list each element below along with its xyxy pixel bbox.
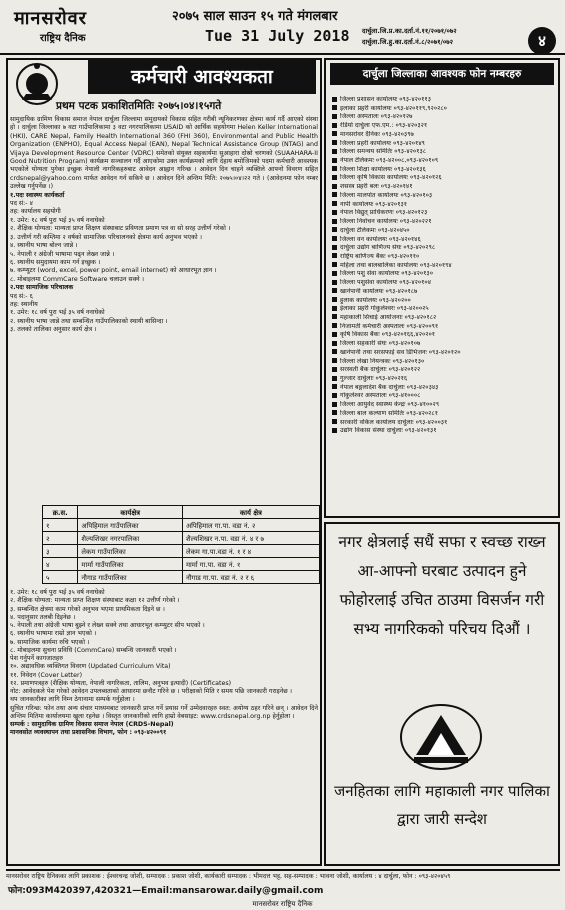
phone-list-item [332,218,556,227]
table-cell: अपिहिमाल गा.पा. वडा नं. २ [182,519,319,532]
masthead-subtitle: राष्ट्रिय दैनिक [40,33,86,44]
bullet-icon [332,158,337,163]
phone-list-title: दार्चुला जिल्लाका आवश्यक फोन नम्बरहरु [330,63,554,85]
phone-entry-text: नापी कार्यालयः ०९३-४२०१३१ [340,200,408,208]
phone-list-item [332,401,556,410]
bullet-icon [332,97,337,102]
phone-list-item [332,340,556,349]
table-row [43,519,320,532]
bullet-icon [332,410,337,415]
registration-info [362,26,457,48]
phone-entry-text: गुल्जार दार्चुलाः ०९३-४२०२१६ [340,375,408,382]
phone-entry-text: खानेपानी कार्यालयः ०९३-४२०१८७ [340,287,418,295]
bullet-icon [332,192,337,197]
phone-list-item [332,227,556,236]
table-cell: मार्मा गा.पा. वडा नं. १ [182,558,319,571]
bullet-icon [332,184,337,189]
table-row [43,532,320,545]
header-rule [0,53,565,55]
bullet-icon [332,166,337,171]
phone-entry-text: शसस्त्र प्रहरी बलः ०९३-४२०१४१ [340,183,413,191]
bullet-icon [332,262,337,267]
table-cell: ५ [43,571,78,584]
phone-entry-text: जिल्ला लेखा नियन्त्रकः ०९३-४२०१३० [340,357,425,365]
phone-list-item [332,201,556,210]
bullet-icon [332,314,337,319]
phone-entry-text: नेपाल बङ्गलादेश बैंक दार्चुलाः ०९३-४२०३४३ [340,383,439,391]
notice-intro: सामुदायिक ग्रामिण विकास समाज नेपाल दार्चुला जिल्लामा समुदायको विकास सहित गरीबी न्यूनिकरणका क्षेत्रमा कार्य गर्दै आएको संस्था हो । दार्चुला जिल्लाका ७ वटा गाउँपालिकामा ३ वटा नगरपालिकामा USAID को आर्थिक सहयोगमा Helen Keller International (HKI), CARE Nepal, Family Health International 360 (FHI 360), Environmental and Public Health Organization (ENPHO), Equal Access Nepal (EAN), Nepal Technical Assistance Group (NTAG) and Vijaya Development Resource Center (VDRC) समेतको संयुक्त सहकार्यमा सुआहारा दोस्रो चरणको (SUAAHARA-II Good Nutrition Program) कार्यक्रम सञ्चालन गर्दै आएकोमा उक्त कार्यक्रमको लागि देहाय बमोजिमको पदमा कर्मचारी आवश्यक भएकोले योग्यता पुगेका इच्छुक नेपाली नागरिकहरुबाट आवेदन आह्वान गरिन्छ । आवेदन दिन चाहने व्यक्तिले आफ्नो विवरण सहित crdsnepal@yahoo.com मार्फत आवेदन गर्न सकिने छ । आवेदन दिने अन्तिम मिति: २०७५।०४।२२ गते । (आवेदनमा फोन नम्बर उल्लेख गर्नुपर्नेछ ।) [10,116,318,191]
table-cell: २ [43,532,78,545]
phone-list-item [332,122,556,131]
table-cell: अपिहिमाल गाउँपालिका [78,519,183,532]
post2-title: २.पदः सामाजिक परिचालक [10,284,74,292]
phone-entry-text: हुलाक कार्यालयः ०९३-४२०२०० [340,296,411,304]
post1-level: तह: कार्यालय सहयोगी [10,208,61,216]
contact-text: सम्पर्क : सामुदायिक ग्रामिण विकास समाज नेपाल (CRDS-Nepal) मानवसोत व्यवस्थापन तथा प्रशासनिक विभाग, फोन : ०९३-४२००९१ [10,721,174,737]
phone-list [332,96,556,436]
post1-requirements: १. उमेर: १८ वर्ष पुरा भई ३५ वर्ष ननाघेको २. शैक्षिक योग्यता: मान्यता प्राप्त शिक्षण संस्थाबाट प्रविणता प्रमाण पत्र वा सो सरह उत्तीर्ण गरेको । ३. उत्तीर्ण गरी कम्तिमा २ वर्षको सामाजिक परिचालनको क्षेत्रमा कार्य अनुभव भएको । ४. स्थानीय भाषा बोल्न जान्ने । ५. नेपाली र अंग्रेजी भाषामा पढ्न लेख्न जान्ने । ६. स्थानीय समुदायमा काम गर्न इच्छुक । ७. कम्प्युटर (word, excel, power point, email internet) को आधारभूत ज्ञान । ८. मोबाइलमा CommCare Software चलाउन सक्ने । [10,216,231,283]
phone-list-item [332,270,556,279]
phone-entry-text: गोकुलेश्वर अस्पतालः ०९३-४१०००८ [340,392,421,400]
bullet-icon [332,297,337,302]
bullet-icon [332,253,337,258]
bullet-icon [332,175,337,180]
phone-list-item [332,253,556,262]
bullet-icon [332,323,337,328]
bullet-icon [332,367,337,372]
phone-list-item [332,166,556,175]
bullet-icon [332,384,337,389]
phone-entry-text: जिल्ला कृषि विकास कार्यालयः ०९३-४२०१२६ [340,174,442,182]
phone-list-item [332,419,556,428]
bullet-icon [332,280,337,285]
post2-count: पद सं:- ६ [10,292,33,300]
phone-list-item [332,366,556,375]
phone-list-item [332,157,556,166]
phone-list-item [332,392,556,401]
phone-list-item [332,384,556,393]
phone-entry-text: दार्चुला टेलिकमः ०९३-४२०४५० [340,226,410,234]
table-cell: लेकम गा.पा.वडा नं. १ र ४ [182,545,319,558]
footer-paper-name: मानसरोवर राष्ट्रिय दैनिक [252,900,313,908]
phone-list-item [332,140,556,149]
registration-line-2: दार्चुला.जि.हु.का.दर्ता.नं.८/२०७१/०७२ [362,38,454,46]
phone-list-item [332,131,556,140]
work-area-table [42,505,320,584]
phone-entry-text: जिल्ला सहकारी संघः ०९३-४२०१०७ [340,340,421,348]
notice-body [10,116,318,335]
table-cell: ४ [43,558,78,571]
table-cell: मार्मा गाउँपालिका [78,558,183,571]
bullet-icon [332,227,337,232]
phone-entry-text: जिल्ला पशु सेवा कार्यालयः ०९३-४२०१३० [340,270,433,278]
post2-level: तह: स्थानीय [10,300,38,308]
phone-list-item [332,113,556,122]
bullet-icon [332,105,337,110]
bullet-icon [332,393,337,398]
bullet-icon [332,358,337,363]
phone-list-item [332,288,556,297]
phone-entry-text: रेडियो दार्चुला एफ.एम.: ०९३-४२०३२१ [340,122,428,130]
municipality-emblem-icon [396,701,486,773]
phone-entry-text: जिल्ला निर्वाचन कार्यालयः ०९३-४२०२२१ [340,218,432,226]
phone-list-item [332,244,556,253]
date-nepali: २०७५ साल साउन १५ गते मंगलबार [172,9,338,24]
bullet-icon [332,288,337,293]
phone-entry-text: जिल्ला अस्पतालः ०९३-४२०१२७ [340,113,413,121]
phone-list-item [332,236,556,245]
phone-list-item [332,323,556,332]
bullet-icon [332,419,337,424]
phone-entry-text: जिल्ला बाल कल्याण समितिः ०९३-४२०२८१ [340,409,438,417]
phone-list-item [332,349,556,358]
table-cell: शैल्यशिखर नगरपालिका [78,532,183,545]
bullet-icon [332,245,337,250]
phone-entry-text: जिल्ला आयुर्वेद स्वास्थ्य केन्द्रः ०९३-४१००२९ [340,401,440,409]
page-number: ४ [528,27,556,55]
bullet-icon [332,149,337,154]
conditions-text: १. उमेर: १८ वर्ष पुरा भई ३५ वर्ष ननाघेको २. शैक्षिक योग्यता: मान्यता प्राप्त शिक्षण संस्थाबाट कक्षा १२ उत्तीर्ण गरेको । ३. सम्बन्धित क्षेत्रमा काम गरेको अनुभव भएमा प्राथमिकता दिइने छ । ४. पदानुसार तलबी दिइनेछ । ५. नेपाली तथा अंग्रेजी भाषा बुझ्ने र लेख्न सक्ने तथा आधारभूत कम्प्युटर सीप भएको । ६. स्थानीय भाषामा राम्रो ज्ञान भएको । ७. सामाजिक कार्यमा रुचि भएको । ८. मोबाइलमा सुचना प्रविधि (CommCare) सम्बन्धि जानकारी भएको । पेश गर्नुपर्ने कागजातहरु १०. अद्यावधिक व्यक्तिगत विवरण (Updated Curriculum Vita) ११. निवेदन (Cover Letter) १२. प्रमाणपत्रहरु (शैक्षिक योग्यता, नेपाली नागरिकता, तालिम, अनुभव इत्यादी) (Certificates) नोट: आवेदकले पेश गरेको आवेदन उपलब्धताको आधारमा छनौट गरिने छ । परीक्षाको मिति र समय पछि जानकारी गराइनेछ । थप जानकारीका लागि निम्न ठेगानामा सम्पर्क गर्नुहोला । सुचित गरिन्छ: फोन तथा अन्य संचार माध्यमबाट जानकारी प्राप्त गर्ने प्रयास गर्ने उम्मेदवारहरु स्वत: अयोग्य ठहर गरिने छन् । आवेदन दिने अन्तिम मितिमा कार्यालयमा खुला रहनेछ । विस्तृत जानकारीको लागि हाम्रो वेबसाइट: www.crdsnepal.org.np हेर्नुहोला । [10,589,318,720]
table-cell: नौगाड गा.पा. वडा नं. २ र ६ [182,571,319,584]
phone-list-item [332,209,556,218]
table-cell: १ [43,519,78,532]
phone-list-item [332,305,556,314]
table-header: कार्यक्षेत्र [78,506,183,519]
bullet-icon [332,123,337,128]
phone-list-item [332,427,556,436]
table-cell: शैल्यशिखर न.पा. वडा नं. ४ र ७ [182,532,319,545]
table-header-row [43,506,320,519]
phone-entry-text: जिल्ला शिक्षा कार्यालयः ०९३-४२०१३६ [340,165,426,173]
psa-message: नगर क्षेत्रलाई सधैं सफा र स्वच्छ राख्न आ-आफ्नो घरबाट उत्पादन हुने फोहोरलाई उचित ठाउमा विसर्जन गरी सभ्य नागरिकको परिचय दिऔं । [338,533,546,638]
phone-entry-text: जिल्ला वन कार्यालयः ०९३-४२०१४६ [340,235,421,243]
phone-entry-text: जिल्ला पशुसेवा कार्यालयः ०९३-४२०१०४ [340,279,431,287]
registration-line-1: दार्चुला.जि.प्र.का.दर्ता.नं.११/२०७१/०७२ [362,27,457,35]
table-row [43,545,320,558]
post1-count: पद सं:- ४ [10,200,33,208]
table-header: कार्य क्षेत्र [182,506,319,519]
table-cell: ३ [43,545,78,558]
phone-list-item [332,358,556,367]
phone-entry-text: कृषि विकास बैंकः ०९३-४२०१६६,४२०२०१ [340,331,436,339]
footer-contact: फोन:093M420397,420321—Email:mansarowar.daily@gmail.com [8,886,324,896]
phone-list-item [332,279,556,288]
phone-entry-text: नेपाल विद्युत् प्राधिकरणः ०९३-४२०१२३ [340,209,428,217]
phone-entry-text: महिला तथा बालबालिका कार्यालयः ०९३-४२०१९४ [340,261,452,269]
phone-entry-text: निजामती कर्मचारी अस्पतालः ०९३-४२००९१ [340,322,439,330]
bullet-icon [332,341,337,346]
post2-requirements: १. उमेर: १८ वर्ष पुरा भई ३५ वर्ष ननाघेको २. स्थानीय भाषा जान्ने तथा सम्बन्धित गाउँपालिकाको स्थायी बासिन्दा । ३. तलको तालिका अनुसार कार्य क्षेत्र । [10,309,168,334]
bullet-icon [332,210,337,215]
publisher-info: मानसरोवर राष्ट्रिय दैनिकका लागि प्रकाशक : ईश्वरचन्द्र जोशी, सम्पादक : प्रकाश जोशी, कार्यकारी सम्पादक : भीमदत्त भट्ट, सह-सम्पादक : भावना जोशी, कार्यालय : ४ दार्चुला, फोन : ०९३-४२०४५९ [6,869,560,881]
table-cell: नौगाड गाउँपालिका [78,571,183,584]
vacancy-banner: कर्मचारी आवश्यकता [88,60,316,94]
phone-list-item [332,174,556,183]
bullet-icon [332,332,337,337]
phone-entry-text: नेपाल टेलिकमः ०९३-४२००८,०९३-४२०१०९ [340,157,439,165]
table-row [43,558,320,571]
phone-entry-text: उद्योग विकास संस्था दार्चुलाः ०९३-४२०१३१ [340,427,437,435]
phone-entry-text: इलाका प्रहरी कार्यालयः ०९३-४२०११९,९२०२८० [340,104,447,112]
notice-conditions [10,589,318,738]
phone-entry-text: मानसरोवर दैनिकः ०९३-४२०३९७ [340,130,414,138]
phone-entry-text: सरस्वती बैंक दार्चुलाः ०९३-४२०१२२ [340,366,421,374]
bullet-icon [332,114,337,119]
bullet-icon [332,131,337,136]
phone-list-item [332,331,556,340]
phone-list-item [332,183,556,192]
phone-entry-text: जिल्ला प्रहरी कार्यालयः ०९३-४२०१४९ [340,139,425,147]
phone-entry-text: सरकारी वकिल कार्यालय दार्चुलाः ०९३-४२००३१ [340,418,448,426]
phone-entry-text: दार्चुला उद्योग बाणिज्य संघः ०९३-४२०२९८ [340,244,436,252]
table-cell: लेकम गाउँपालिका [78,545,183,558]
bullet-icon [332,306,337,311]
date-english: Tue 31 July 2018 [205,27,350,45]
phone-entry-text: महाकाली सिंचाई आयोजनाः ०९३-४२०१८२ [340,313,437,321]
psa-footer: जनहितका लागि महाकाली नगर पालिका द्वारा जारी सन्देश [334,782,550,828]
phone-list-item [332,148,556,157]
bullet-icon [332,140,337,145]
bullet-icon [332,236,337,241]
bullet-icon [332,376,337,381]
table-row [43,571,320,584]
phone-list-item [332,96,556,105]
phone-list-item [332,105,556,114]
phone-entry-text: ईलाका प्रहरी गोकुलेश्वरः ०९३-४२००२५ [340,305,429,313]
phone-list-item [332,375,556,384]
table-header: क्र.स. [43,506,78,519]
bullet-icon [332,349,337,354]
phone-list-item [332,262,556,271]
phone-entry-text: राष्ट्रिय बाणिज्य बैंकः ०९३-४२०११० [340,252,420,260]
bullet-icon [332,271,337,276]
phone-list-item [332,297,556,306]
phone-entry-text: खानेपानी तथा सरसफाई सव डिभिजनः ०९३-४२०१२० [340,348,461,356]
bullet-icon [332,428,337,433]
bullet-icon [332,201,337,206]
bullet-icon [332,219,337,224]
bullet-icon [332,402,337,407]
phone-list-item [332,192,556,201]
post1-title: १.पदः स्वास्थ्य कार्यकर्ता [10,191,65,199]
phone-entry-text: जिल्ला प्रशासन कार्यालयः ०९३-४२०११३ [340,96,431,103]
phone-list-item [332,314,556,323]
masthead-title: मानसरोवर [14,8,87,29]
first-publication-date: प्रथम पटक प्रकाशितमितिः २०७५।०४।१५गते [56,100,222,112]
phone-entry-text: जिल्ला समन्वय समितिः ०९३-४२०१३८ [340,148,426,156]
phone-entry-text: जिल्ला मालपोत कार्यालयः ०९३-४२०१०३ [340,191,433,199]
phone-list-item [332,410,556,419]
